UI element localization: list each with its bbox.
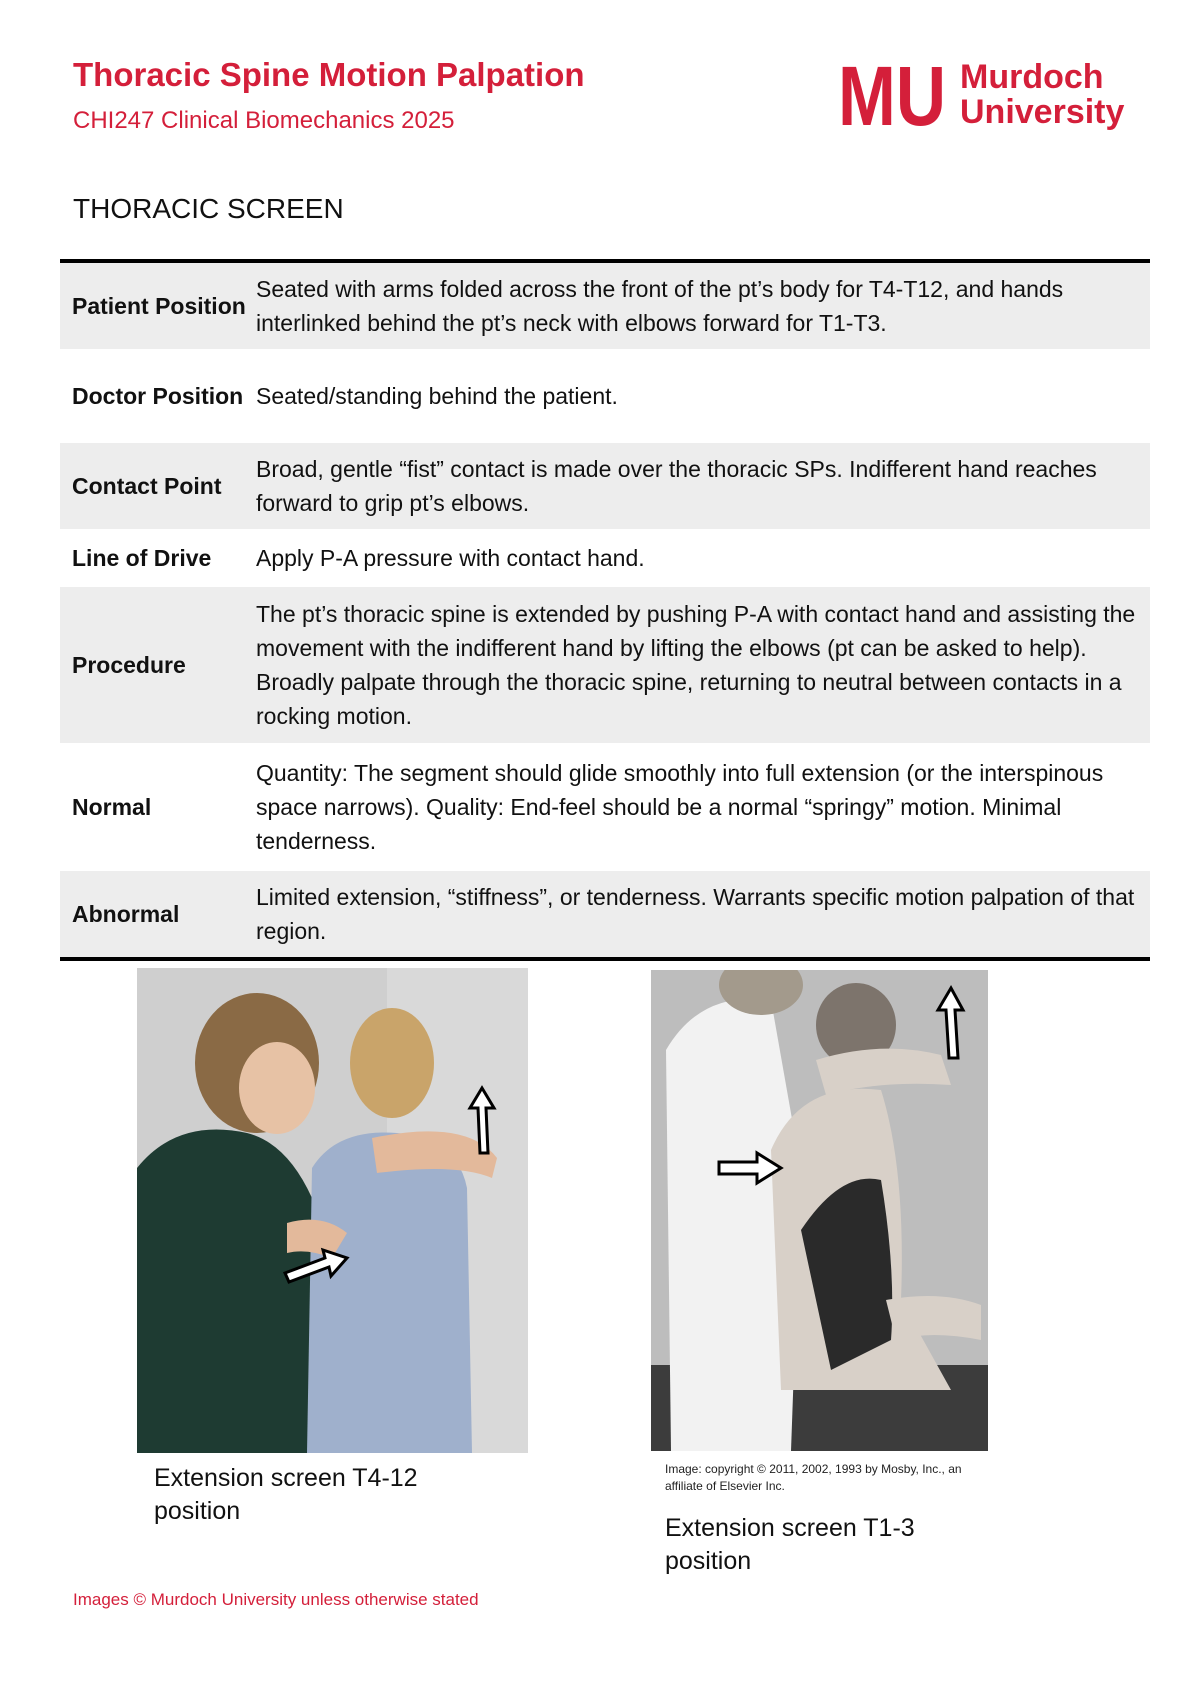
right-figure-caption: Extension screen T1-3 position — [665, 1514, 915, 1575]
logo-line-murdoch: Murdoch — [960, 58, 1104, 96]
table-row — [60, 353, 1150, 439]
row-label: Line of Drive — [72, 545, 212, 571]
thoracic-screen-table — [60, 259, 1150, 961]
row-label: Contact Point — [60, 443, 256, 529]
row-label: Doctor Position — [72, 383, 244, 409]
table-row — [60, 747, 1150, 867]
row-text: Limited extension, “stiffness”, or tenderness. Warrants specific motion palpation of that region. — [256, 871, 1150, 959]
row-label: Patient Position — [60, 261, 256, 349]
table-row — [60, 871, 1150, 959]
row-label: Normal — [72, 794, 152, 820]
row-text: Quantity: The segment should glide smoothly into full extension (or the interspinous space narrows). Quality: End-feel should be a normal “springy” motion. Minimal tenderness. — [256, 760, 1104, 854]
section-heading: THORACIC SCREEN — [73, 193, 344, 224]
row-text: Seated with arms folded across the front of the pt’s body for T4-T12, and hands interlinked behind the pt’s neck with elbows forward for T1-T3. — [256, 261, 1150, 349]
image-copyright-note: Image: copyright © 2011, 2002, 1993 by Mosby, Inc., an affiliate of Elsevier Inc. — [665, 1462, 962, 1493]
page-title: Thoracic Spine Motion Palpation — [73, 56, 585, 93]
table-row — [60, 261, 1150, 349]
row-text: Broad, gentle “fist” contact is made over the thoracic SPs. Indifferent hand reaches forward to grip pt’s elbows. — [256, 443, 1150, 529]
row-text: Seated/standing behind the patient. — [256, 383, 618, 409]
row-label: Abnormal — [60, 871, 256, 959]
row-label: Procedure — [60, 587, 256, 743]
images-credit-note: Images © Murdoch University unless otherwise stated — [73, 1590, 479, 1609]
row-text: Apply P-A pressure with contact hand. — [256, 545, 645, 571]
left-figure-caption: Extension screen T4-12 position — [154, 1464, 418, 1525]
table-row — [60, 587, 1150, 743]
extension-screen-t1-3-photo — [651, 970, 988, 1451]
table-row — [60, 533, 1150, 583]
extension-screen-t4-12-photo — [137, 968, 528, 1453]
course-subtitle: CHI247 Clinical Biomechanics 2025 — [73, 107, 455, 134]
row-text: The pt’s thoracic spine is extended by pushing P-A with contact hand and assisting the movement with the indifferent hand by lifting the elbows (pt can be asked to help). Broadly palpate through the thoracic spine, returning to neutral between contacts in a rocking motion. — [256, 587, 1150, 743]
logo-line-university: University — [960, 93, 1125, 131]
table-row — [60, 443, 1150, 529]
murdoch-university-logo — [838, 55, 1138, 131]
logo-mark: MU — [838, 55, 946, 131]
